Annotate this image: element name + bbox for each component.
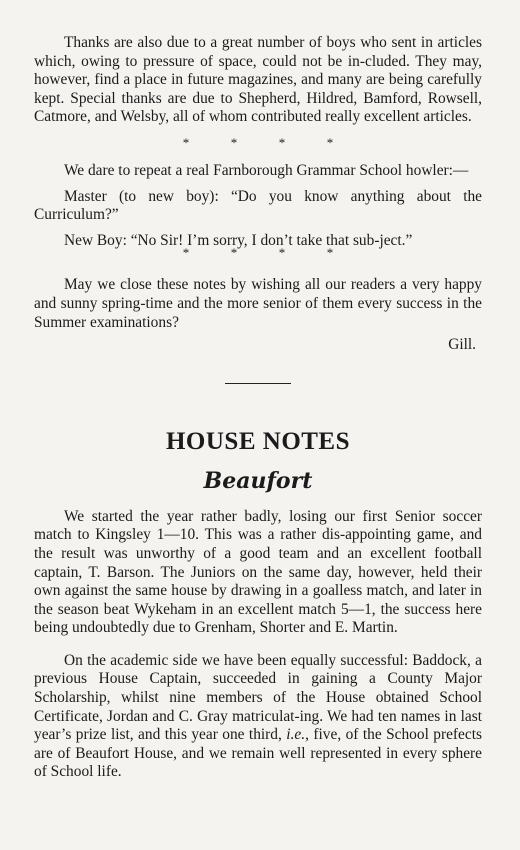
newboy-dialogue: New Boy: “No Sir! I’m sorry, I don’t take that sub-ject.” xyxy=(64,231,413,249)
star-icon: * xyxy=(278,245,286,261)
star-divider-1 xyxy=(34,136,482,150)
master-dialogue: Master (to new boy): “Do you know anything about the Curriculum?” xyxy=(34,187,482,224)
star-icon: * xyxy=(278,134,286,150)
academic-text-end: , five, of the School prefects are of Beaufort House, and we remain well represented in every sphere of School life. xyxy=(34,726,482,781)
star-icon: * xyxy=(182,134,190,150)
star-icon: * xyxy=(182,245,190,261)
signature: Gill. xyxy=(448,336,476,354)
star-icon: * xyxy=(326,245,334,261)
closing-paragraph: May we close these notes by wishing all our readers a very happy and sunny spring-time and the more senior of them every success in the Summer examinations? xyxy=(34,276,482,331)
beaufort-heading: Beaufort xyxy=(203,467,313,494)
house-notes-heading: HOUSE NOTES xyxy=(165,427,351,455)
section-divider-rule xyxy=(225,383,291,384)
beaufort-paragraph-academic xyxy=(34,652,482,782)
magazine-page xyxy=(34,34,482,782)
star-icon: * xyxy=(230,245,238,261)
star-icon: * xyxy=(326,134,334,150)
academic-text-start: On the academic side we have been equally successful: Baddock, a previous House Captain, succeeded in gaining a County Major Scholarship, whilst nine members of the House obtained School Certificate, Jordan and C. Gray matriculat-ing. We had ten names in last year’s prize list, and this year one third, xyxy=(34,651,482,744)
howler-intro: We dare to repeat a real Farnborough Grammar School howler:— xyxy=(64,161,469,179)
star-icon: * xyxy=(230,134,238,150)
beaufort-paragraph-sports: We started the year rather badly, losing our first Senior soccer match to Kingsley 1—10. This was a rather dis-appointing game, and the result was unworthy of a good team and an excellent football captain, T. Barson. The Juniors on the same day, however, held their own against the same house by drawing in a goalless match, and later in the season beat Wykeham in an excellent match 5—1, the success here being undoubtedly due to Grenham, Shorter and E. Martin. xyxy=(34,507,482,637)
thanks-paragraph: Thanks are also due to a great number of boys who sent in articles which, owing to pressure of space, could not be in-cluded. They may, however, find a place in future magazines, and many are being carefully kept. Special thanks are due to Shepherd, Hildred, Bamford, Rowsell, Catmore, and Welsby, all of whom contributed really excellent articles. xyxy=(34,34,482,126)
academic-text-ie: i.e. xyxy=(286,726,306,744)
